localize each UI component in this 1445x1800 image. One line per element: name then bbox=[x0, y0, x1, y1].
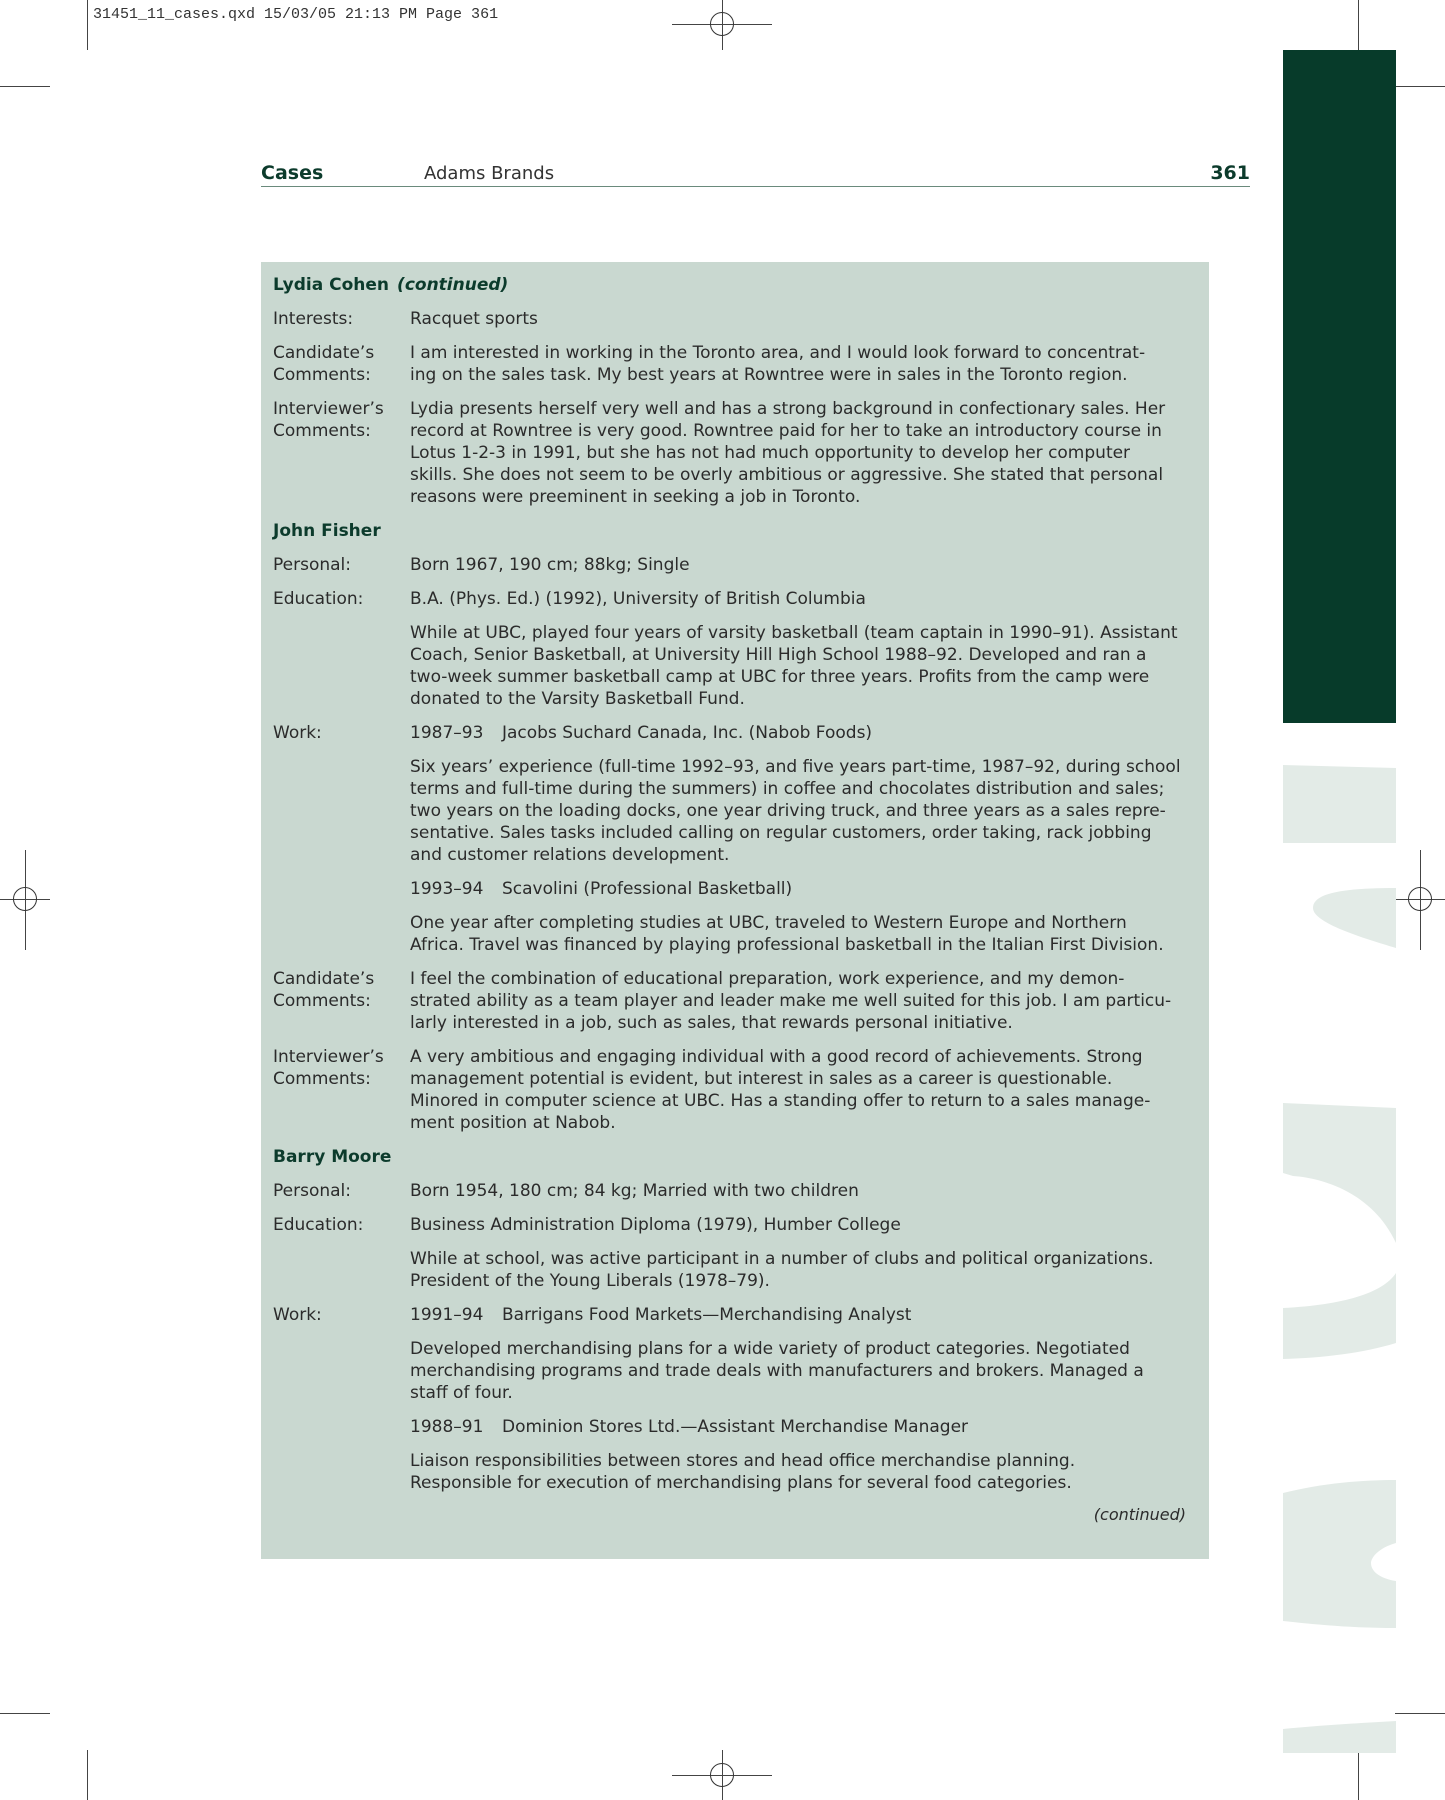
field-label bbox=[273, 1450, 410, 1494]
profile-row bbox=[273, 622, 1195, 710]
field-label bbox=[273, 622, 410, 710]
profile-row bbox=[273, 878, 1195, 900]
field-text: Racquet sports bbox=[410, 309, 538, 329]
crop-mark bbox=[1395, 86, 1445, 87]
profile-row bbox=[273, 1304, 1195, 1326]
field-label bbox=[273, 878, 410, 900]
candidate-name bbox=[273, 1146, 1195, 1168]
profile-row bbox=[273, 968, 1195, 1034]
profile-row bbox=[273, 756, 1195, 866]
accent-bar bbox=[1283, 50, 1396, 723]
field-text: Jacobs Suchard Canada, Inc. (Nabob Foods) bbox=[502, 723, 873, 743]
crop-mark bbox=[1358, 1750, 1359, 1800]
work-years: 1987–93 bbox=[410, 723, 484, 743]
field-text: Liaison responsibilities between stores and head office merchandise planning. Responsible for execution of merchandising plans for several food categories. bbox=[410, 1451, 1076, 1493]
profile-row bbox=[273, 722, 1195, 744]
continued-note: (continued) bbox=[397, 275, 509, 295]
candidate-name bbox=[273, 520, 1195, 542]
candidate-name bbox=[273, 274, 1195, 296]
crop-mark bbox=[0, 86, 50, 87]
field-value bbox=[410, 1338, 1195, 1404]
profile-row bbox=[273, 1338, 1195, 1404]
work-years: 1993–94 bbox=[410, 879, 484, 899]
field-label: Candidate’s Comments: bbox=[273, 969, 375, 1011]
candidate-name-text: Lydia Cohen bbox=[273, 275, 390, 295]
profile-row bbox=[273, 308, 1195, 330]
case-title: Adams Brands bbox=[424, 163, 555, 184]
profile-row bbox=[273, 554, 1195, 576]
continued-label: (continued) bbox=[1093, 1505, 1186, 1524]
field-text: Developed merchandising plans for a wide variety of product categories. Negotiated merchandising programs and trade deals with manufacturers and brokers. Managed a staff of four. bbox=[410, 1339, 1144, 1403]
field-text: A very ambitious and engaging individual with a good record of achievements. Strong management potential is evident, but interest in sales as a career is questionable. Minored in computer science at UBC. Has a standing offer to return to a sales manage- ment position at Nabob. bbox=[410, 1047, 1151, 1133]
field-text: Six years’ experience (full-time 1992–93, and five years part-time, 1987–92, during school terms and full-time during the summers) in coffee and chocolates distribution and sales; two years on the loading docks, one year driving truck, and three years as a sales repre- sentative. Sales tasks included calling on regular customers, order taking, rack jobbing and customer relations development. bbox=[410, 757, 1181, 865]
work-years: 1988–91 bbox=[410, 1417, 484, 1437]
field-label bbox=[273, 1416, 410, 1438]
field-value bbox=[410, 1214, 1195, 1236]
field-value bbox=[410, 1180, 1195, 1202]
field-value bbox=[410, 1416, 1195, 1438]
registration-mark bbox=[710, 1763, 734, 1787]
profile-row bbox=[273, 588, 1195, 610]
field-text: While at school, was active participant in a number of clubs and political organizations. President of the Young Liberals (1978–79). bbox=[410, 1249, 1154, 1291]
field-value bbox=[410, 398, 1195, 508]
field-value bbox=[410, 622, 1195, 710]
profile-row bbox=[273, 1214, 1195, 1236]
field-text: Scavolini (Professional Basketball) bbox=[502, 879, 793, 899]
profile-row bbox=[273, 342, 1195, 386]
field-value bbox=[410, 912, 1195, 956]
field-value bbox=[410, 588, 1195, 610]
field-label bbox=[273, 1248, 410, 1292]
crop-mark bbox=[0, 1713, 50, 1714]
field-label: Work: bbox=[273, 1305, 322, 1325]
registration-mark bbox=[13, 887, 37, 911]
field-value bbox=[410, 968, 1195, 1034]
field-text: B.A. (Phys. Ed.) (1992), University of British Columbia bbox=[410, 589, 866, 609]
field-text: I feel the combination of educational preparation, work experience, and my demon- strated ability as a team player and leader make me well suited for this job. I am particu- larly interested in a job, such as sales, that rewards personal initiative. bbox=[410, 969, 1172, 1033]
crop-mark bbox=[1395, 1713, 1445, 1714]
field-label: Personal: bbox=[273, 555, 351, 575]
field-value bbox=[410, 756, 1195, 866]
field-label: Interviewer’s Comments: bbox=[273, 1047, 384, 1089]
crop-mark bbox=[87, 1750, 88, 1800]
field-value bbox=[410, 722, 1195, 744]
profile-row bbox=[273, 1180, 1195, 1202]
field-label: Interests: bbox=[273, 309, 354, 329]
field-label: Interviewer’s Comments: bbox=[273, 399, 384, 441]
field-value bbox=[410, 554, 1195, 576]
field-label bbox=[273, 1338, 410, 1404]
print-slug: 31451_11_cases.qxd 15/03/05 21:13 PM Page 361 bbox=[93, 6, 499, 23]
work-years: 1991–94 bbox=[410, 1305, 484, 1325]
page-number: 361 bbox=[1210, 162, 1250, 184]
field-label: Education: bbox=[273, 1215, 364, 1235]
section-label: Cases bbox=[261, 162, 324, 184]
field-label bbox=[273, 912, 410, 956]
crop-mark bbox=[87, 0, 88, 50]
registration-mark bbox=[710, 12, 734, 36]
profile-row bbox=[273, 1248, 1195, 1292]
field-label: Work: bbox=[273, 723, 322, 743]
field-text: Lydia presents herself very well and has a strong background in confectionary sales. Her record at Rowntree is very good. Rowntree paid for her to take an introductory course in Lotus 1-2-3 in 1991, but she has not had much opportunity to develop her computer skills. She does not seem to be overly ambitious or aggressive. She stated that personal reasons were preeminent in seeking a job in Toronto. bbox=[410, 399, 1166, 507]
field-label bbox=[273, 756, 410, 866]
crop-mark bbox=[1358, 0, 1359, 50]
field-label: Education: bbox=[273, 589, 364, 609]
profile-row bbox=[273, 398, 1195, 508]
field-value bbox=[410, 308, 1195, 330]
field-text: Born 1954, 180 cm; 84 kg; Married with two children bbox=[410, 1181, 859, 1201]
registration-mark bbox=[1408, 887, 1432, 911]
header-rule bbox=[261, 186, 1250, 187]
field-value bbox=[410, 1046, 1195, 1134]
field-value bbox=[410, 1304, 1195, 1326]
field-label: Candidate’s Comments: bbox=[273, 343, 375, 385]
field-value bbox=[410, 342, 1195, 386]
field-text: Dominion Stores Ltd.—Assistant Merchandise Manager bbox=[502, 1417, 969, 1437]
candidate-name-text: John Fisher bbox=[273, 521, 381, 541]
field-text: Barrigans Food Markets—Merchandising Analyst bbox=[502, 1305, 912, 1325]
field-value bbox=[410, 1450, 1195, 1494]
profile-row bbox=[273, 1416, 1195, 1438]
decorative-cases-lettering bbox=[1283, 723, 1396, 1753]
field-text: Born 1967, 190 cm; 88kg; Single bbox=[410, 555, 690, 575]
field-text: While at UBC, played four years of varsity basketball (team captain in 1990–91). Assistant Coach, Senior Basketball, at University Hill High School 1988–92. Developed and ran a two-week summer basketball camp at UBC for three years. Profits from the camp were donated to the Varsity Basketball Fund. bbox=[410, 623, 1178, 709]
field-text: I am interested in working in the Toronto area, and I would look forward to concentrat- ing on the sales task. My best years at Rowntree were in sales in the Toronto region. bbox=[410, 343, 1146, 385]
field-text: One year after completing studies at UBC, traveled to Western Europe and Northern Africa. Travel was financed by playing professional basketball in the Italian First Division. bbox=[410, 913, 1164, 955]
profile-row bbox=[273, 1046, 1195, 1134]
candidate-profiles-box bbox=[261, 262, 1209, 1559]
field-text: Business Administration Diploma (1979), Humber College bbox=[410, 1215, 901, 1235]
profile-row bbox=[273, 1450, 1195, 1494]
field-value bbox=[410, 878, 1195, 900]
field-value bbox=[410, 1248, 1195, 1292]
profile-row bbox=[273, 912, 1195, 956]
candidate-name-text: Barry Moore bbox=[273, 1147, 392, 1167]
field-label: Personal: bbox=[273, 1181, 351, 1201]
